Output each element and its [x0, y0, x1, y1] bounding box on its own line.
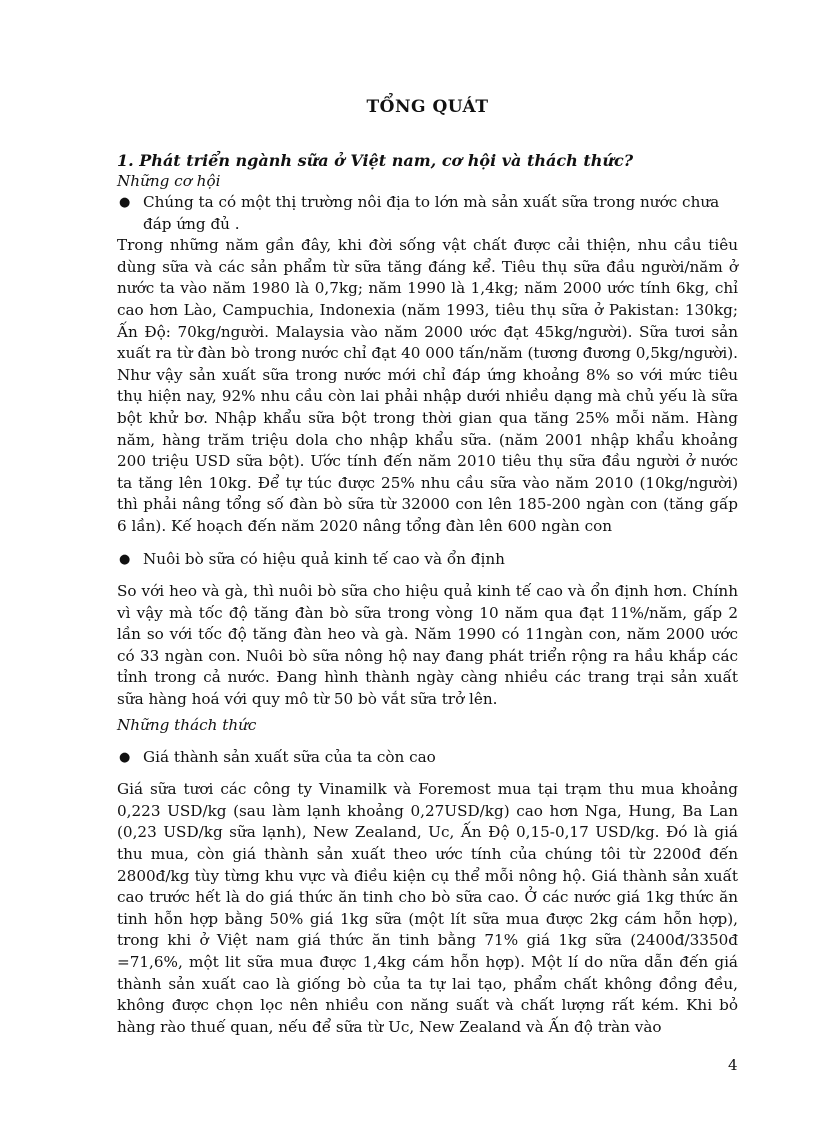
- page-title: TỔNG QUÁT: [366, 97, 489, 117]
- bullet-item-domestic-market: [117, 192, 738, 235]
- challenges-subheading: Những thách thức: [117, 715, 257, 734]
- page-number: 4: [728, 1056, 738, 1074]
- bullet-item-production-cost: [117, 747, 738, 769]
- bullet-item-economic-efficiency: [117, 549, 738, 571]
- paragraph-consumption: Trong những năm gần đây, khi đời sống vật chất được cải thiện, nhu cầu tiêu dùng sữa và các sản phẩm từ sữa tăng đáng kể. Tiêu thụ sữa đầu người/năm ở nước ta vào năm 1980 là 0,7kg; năm 1990 là 1,4kg; năm 2000 ước tính 6kg, chỉ cao hơn Lào, Campuchia, Indonexia (năm 1993, tiêu thụ sữa ở Pakistan: 130kg; Ấn Độ: 70kg/người. Malaysia vào năm 2000 ước đạt 45kg/người). Sữa tươi sản xuất ra từ đàn bò trong nước chỉ đạt 40 000 tấn/năm (tương đương 0,5kg/người). Như vậy sản xuất sữa trong nước mới chỉ đáp ứng khoảng 8% so với mức tiêu thụ hiện nay, 92% nhu cầu còn lai phải nhập dưới nhiều dạng mà chủ yếu là sữa bột khử bơ. Nhập khẩu sữa bột trong thời gian qua tăng 25% mỗi năm. Hàng năm, hàng trăm triệu dola cho nhập khẩu sữa. (năm 2001 nhập khẩu khoảng 200 triệu USD sữa bột). Ước tính đến năm 2010 tiêu thụ sữa đầu người ở nước ta tăng lên 10kg. Để tự túc được 25% nhu cầu sữa vào năm 2010 (10kg/người) thì phải nâng tổng số đàn bò sữa từ 32000 con lên 185-200 ngàn con (tăng gấp 6 lần). Kế hoạch đến năm 2020 nâng tổng đàn lên 600 ngàn con: [117, 236, 738, 535]
- paragraph-milk-price: Giá sữa tươi các công ty Vinamilk và Foremost mua tại trạm thu mua khoảng 0,223 USD/kg (sau làm lạnh khoảng 0,27USD/kg) cao hơn Nga, Hung, Ba Lan (0,23 USD/kg sữa lạnh), New Zealand, Uc, Ấn Độ 0,15-0,17 USD/kg. Đó là giá thu mua, còn giá thành sản xuất theo ước tính của chúng tôi từ 2200đ đến 2800đ/kg tùy từng khu vực và điều kiện cụ thể mỗi nông hộ. Giá thành sản xuất cao trước hết là do giá thức ăn tinh cho bò sữa cao. Ở các nước giá 1kg thức ăn tinh hỗn hợp bằng 50% giá 1kg sữa (một lít sữa mua được 2kg cám hỗn hợp), trong khi ở Việt nam giá thức ăn tinh bằng 71% giá 1kg sữa (2400đ/3350đ =71,6%, một lit sữa mua được 1,4kg cám hỗn hợp). Một lí do nữa dẫn đến giá thành sản xuất cao là giống bò của ta tự lai tạo, phẩm chất không đồng đều, không được chọn lọc nên nhiều con năng suất và chất lượng rất kém. Khi bỏ hàng rào thuế quan, nếu để sữa từ Uc, New Zealand và Ấn độ tràn vào: [117, 780, 738, 1036]
- bullet-icon: ●: [119, 551, 131, 567]
- bullet-text: Chúng ta có một thị trường nôi địa to lớn mà sản xuất sữa trong nước chưa đáp ứng đủ .: [143, 193, 720, 233]
- document-page: [117, 96, 738, 1038]
- bullet-text: Nuôi bò sữa có hiệu quả kinh tế cao và ổn định: [143, 549, 505, 568]
- opportunities-subheading: Những cơ hội: [117, 172, 221, 190]
- section-heading: 1. Phát triển ngành sữa ở Việt nam, cơ hội và thách thức?: [117, 151, 634, 170]
- bullet-text: Giá thành sản xuất sữa của ta còn cao: [143, 747, 436, 766]
- bullet-icon: ●: [119, 749, 131, 765]
- bullet-icon: ●: [119, 195, 131, 210]
- paragraph-herd-growth: So với heo và gà, thì nuôi bò sữa cho hiệu quả kinh tế cao và ổn định hơn. Chính vì vậy mà tốc độ tăng đàn bò sữa trong vòng 10 năm qua đạt 11%/năm, gấp 2 lần so với tốc độ tăng đàn heo và gà. Năm 1990 có 11ngàn con, năm 2000 ước có 33 ngàn con. Nuôi bò sữa nông hộ nay đang phát triển rộng ra hầu khắp các tỉnh trong cả nước. Đang hình thành ngày càng nhiều các trang trại sản xuất sữa hàng hoá với quy mô từ 50 bò vắt sữa trở lên.: [117, 582, 738, 709]
